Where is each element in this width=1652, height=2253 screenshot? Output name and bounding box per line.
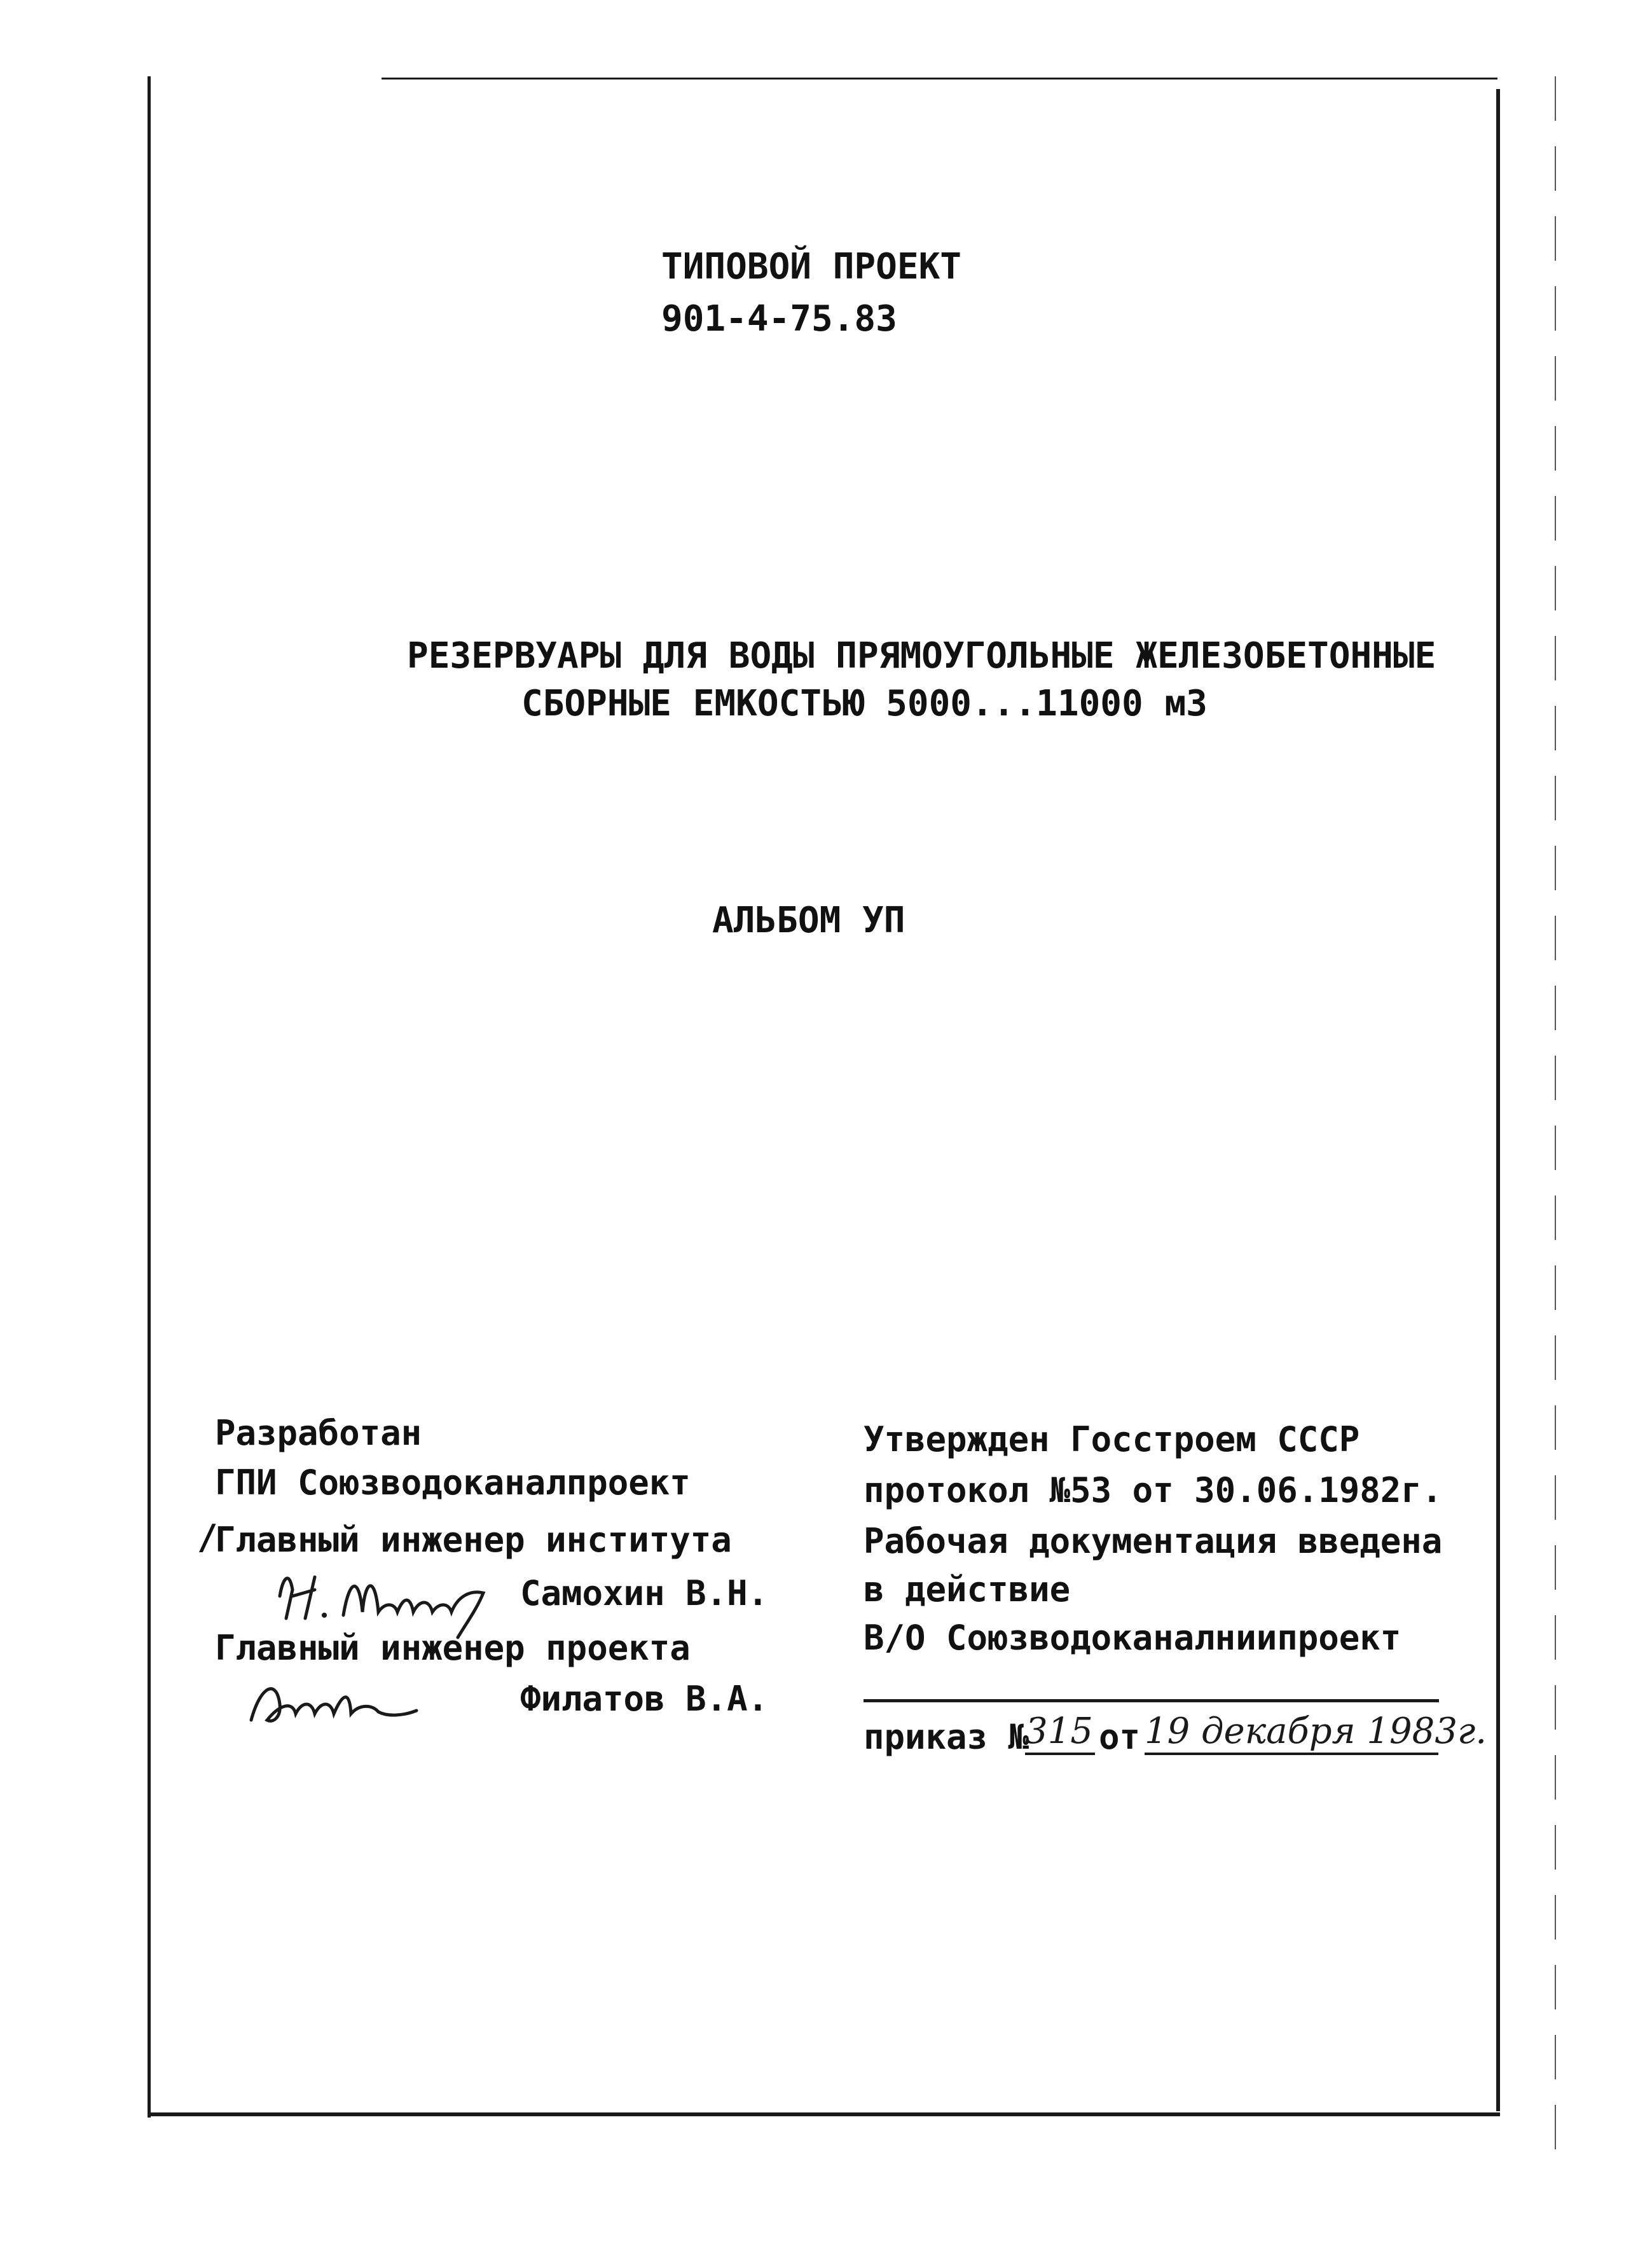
developed-org: ГПИ Союзводоканалпроект — [215, 1463, 691, 1503]
scan-edge-line — [1555, 76, 1556, 2149]
order-rule-line — [864, 1699, 1439, 1702]
frame-top-border — [382, 78, 1497, 79]
approved-line-4: в действие — [864, 1569, 1071, 1609]
developed-label: Разработан — [215, 1413, 422, 1453]
title-line-2: СБОРНЫЕ ЕМКОСТЬЮ 5000...11000 м3 — [521, 683, 1208, 724]
order-date: 19 декабря 1983г. — [1145, 1711, 1438, 1755]
frame-bottom-border — [148, 2112, 1500, 2116]
title-line-1: РЕЗЕРВУАРЫ ДЛЯ ВОДЫ ПРЯМОУГОЛЬНЫЕ ЖЕЛЕЗОБЕТОННЫЕ — [407, 635, 1436, 677]
chief-institute-name: Самохин В.Н. — [520, 1573, 769, 1613]
chief-project-signature — [242, 1666, 432, 1736]
chief-institute-mark: / — [197, 1517, 218, 1557]
chief-project-label: Главный инженер проекта — [215, 1628, 691, 1668]
order-number: 315 — [1025, 1711, 1095, 1755]
approved-line-3: Рабочая документация введена — [864, 1521, 1443, 1561]
order-prefix: приказ № — [864, 1717, 1029, 1757]
chief-institute-signature — [267, 1552, 534, 1641]
approved-line-5: В/О Союзводоканалниипроект — [864, 1618, 1401, 1658]
chief-project-name: Филатов В.А. — [520, 1679, 769, 1719]
chief-institute-label: Главный инженер института — [215, 1520, 732, 1560]
header-line-1: ТИПОВОЙ ПРОЕКТ — [661, 246, 962, 287]
album-label: АЛЬБОМ УП — [712, 900, 905, 941]
frame-left-border — [148, 76, 151, 2118]
approved-line-1: Утвержден Госстроем СССР — [864, 1419, 1360, 1459]
frame-right-border — [1496, 89, 1500, 2111]
order-from: от — [1099, 1717, 1141, 1757]
approved-line-2: протокол №53 от 30.06.1982г. — [864, 1470, 1443, 1510]
header-project-number: 901-4-75.83 — [661, 298, 897, 340]
